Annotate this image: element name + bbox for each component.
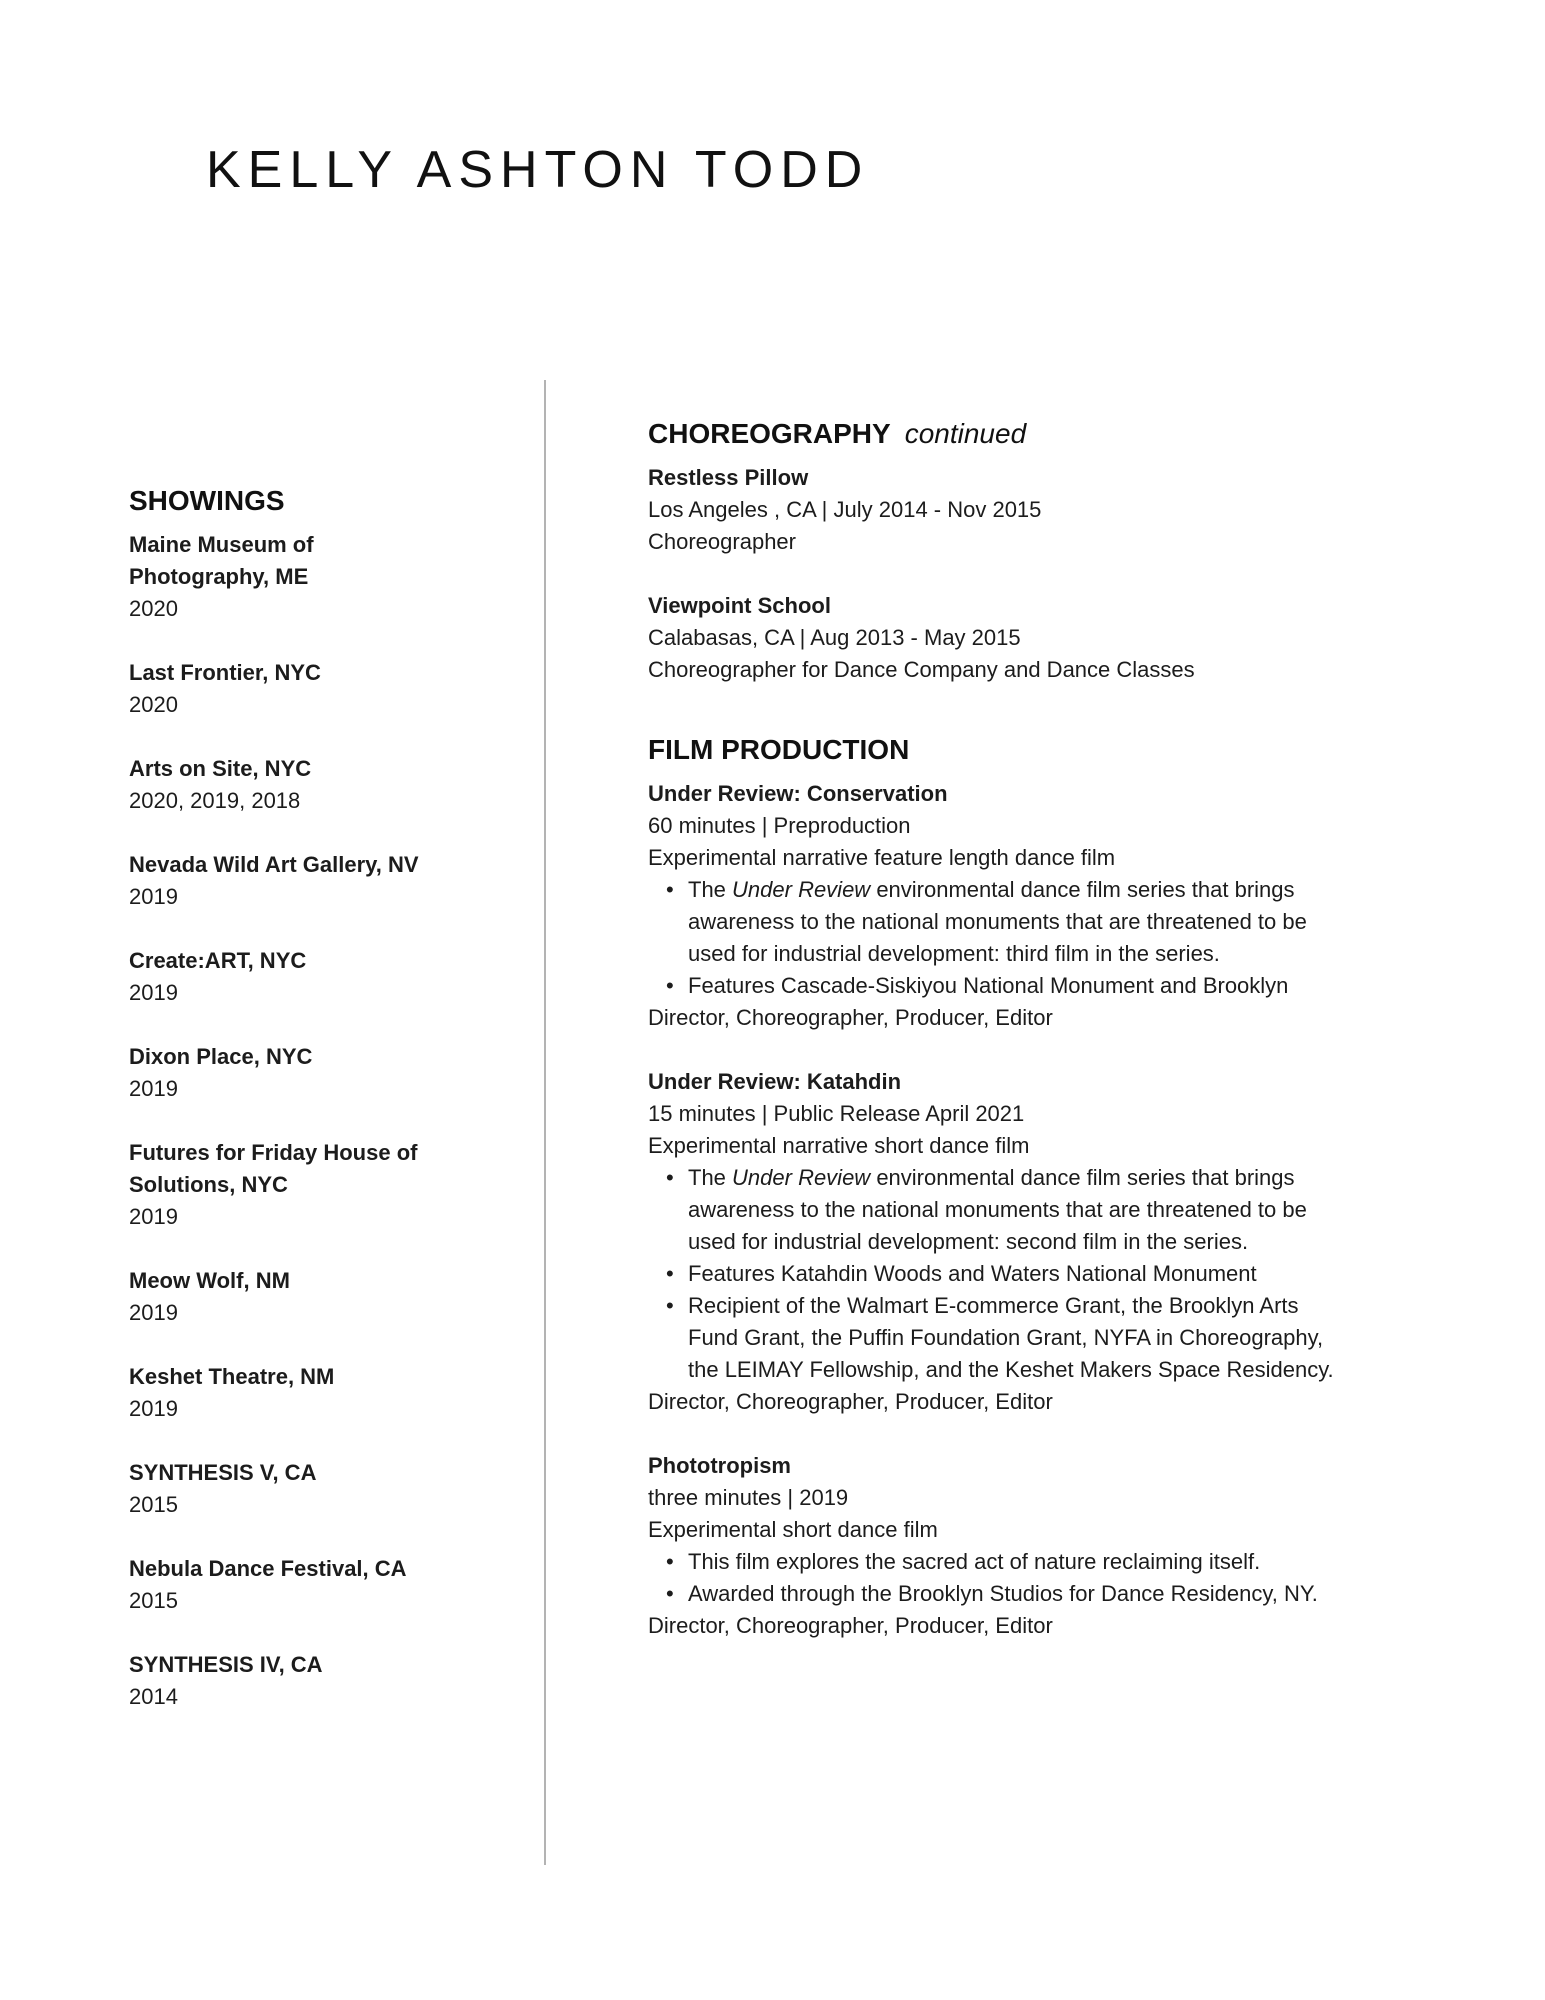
film-details: three minutes | 2019	[648, 1485, 849, 1510]
showing-venue: Arts on Site, NYC	[129, 756, 312, 781]
showing-entry	[129, 1457, 459, 1521]
showing-venue: Keshet Theatre, NM	[129, 1364, 335, 1389]
film-details: 60 minutes | Preproduction	[648, 813, 911, 838]
showing-entry	[129, 1553, 459, 1617]
showing-years: 2020, 2019, 2018	[129, 788, 301, 813]
film-bullet: • Awarded through the Brooklyn Studios for Dance Residency, NY.	[666, 1581, 1318, 1606]
choreography-title: CHOREOGRAPHY	[648, 418, 891, 449]
showing-years: 2014	[129, 1684, 178, 1709]
film-bullet: • Features Katahdin Woods and Waters National Monument	[666, 1261, 1257, 1286]
resume-name: KELLY ASHTON TODD	[206, 141, 870, 199]
showing-entry	[129, 1137, 459, 1233]
choreography-name: Viewpoint School	[648, 593, 831, 618]
showing-years: 2019	[129, 1076, 178, 1101]
film-details: 15 minutes | Public Release April 2021	[648, 1101, 1025, 1126]
showing-years: 2020	[129, 692, 178, 717]
showings-section	[129, 485, 459, 1745]
column-divider	[544, 380, 546, 1865]
film-bullet: • Recipient of the Walmart E-commerce Grant, the Brooklyn Arts Fund Grant, the Puffin Foundation Grant, NYFA in Choreography, the LEIMAY Fellowship, and the Keshet Makers Space Residency.	[666, 1293, 1334, 1382]
film-role: Director, Choreographer, Producer, Editor	[648, 1005, 1053, 1030]
film-bullet: • Features Cascade-Siskiyou National Monument and Brooklyn	[666, 973, 1289, 998]
showing-venue: Nebula Dance Festival, CA	[129, 1556, 407, 1581]
film-description: Experimental narrative feature length dance film	[648, 845, 1116, 870]
showing-years: 2019	[129, 1396, 178, 1421]
film-role: Director, Choreographer, Producer, Editor	[648, 1389, 1053, 1414]
showing-entry	[129, 1041, 459, 1105]
showing-entry	[129, 1649, 459, 1713]
film-bullets	[648, 874, 1348, 1002]
showing-years: 2015	[129, 1588, 178, 1613]
showing-venue: Nevada Wild Art Gallery, NV	[129, 852, 419, 877]
showing-entry	[129, 657, 459, 721]
film-entry	[648, 1450, 1348, 1642]
showing-venue: Dixon Place, NYC	[129, 1044, 313, 1069]
film-bullet: • The Under Review environmental dance film series that brings awareness to the national monuments that are threatened to be used for industrial development: second film in the series.	[666, 1165, 1307, 1254]
showing-entry	[129, 849, 459, 913]
film-bullets	[648, 1162, 1348, 1386]
film-name: Under Review: Conservation	[648, 781, 948, 806]
choreography-details: Calabasas, CA | Aug 2013 - May 2015	[648, 625, 1021, 650]
showings-heading: SHOWINGS	[129, 485, 285, 516]
choreography-role: Choreographer for Dance Company and Dance Classes	[648, 657, 1195, 682]
showing-entry	[129, 1361, 459, 1425]
showing-venue: Maine Museum of Photography, ME	[129, 532, 314, 589]
showing-years: 2019	[129, 1204, 178, 1229]
film-description: Experimental narrative short dance film	[648, 1133, 1030, 1158]
film-name: Phototropism	[648, 1453, 791, 1478]
film-bullets	[648, 1546, 1348, 1610]
choreography-name: Restless Pillow	[648, 465, 809, 490]
showing-years: 2019	[129, 980, 178, 1005]
film-role: Director, Choreographer, Producer, Editor	[648, 1613, 1053, 1638]
showing-years: 2019	[129, 1300, 178, 1325]
choreography-heading	[648, 418, 1348, 450]
film-description: Experimental short dance film	[648, 1517, 938, 1542]
showing-entry	[129, 529, 459, 625]
right-column	[648, 418, 1348, 1674]
showing-years: 2020	[129, 596, 178, 621]
choreography-details: Los Angeles , CA | July 2014 - Nov 2015	[648, 497, 1042, 522]
showing-years: 2019	[129, 884, 178, 909]
choreography-role: Choreographer	[648, 529, 796, 554]
choreography-entry	[648, 590, 1348, 686]
showing-venue: Last Frontier, NYC	[129, 660, 321, 685]
film-production-section	[648, 734, 1348, 1642]
film-entry	[648, 778, 1348, 1034]
film-entry	[648, 1066, 1348, 1418]
showing-venue: Meow Wolf, NM	[129, 1268, 290, 1293]
showing-entry	[129, 1265, 459, 1329]
showing-entry	[129, 753, 459, 817]
film-name: Under Review: Katahdin	[648, 1069, 902, 1094]
film-bullet: • The Under Review environmental dance film series that brings awareness to the national monuments that are threatened to be used for industrial development: third film in the series.	[666, 877, 1307, 966]
showing-venue: Futures for Friday House of Solutions, NYC	[129, 1140, 418, 1197]
choreography-continued: continued	[904, 418, 1027, 449]
choreography-entry	[648, 462, 1348, 558]
showing-venue: SYNTHESIS IV, CA	[129, 1652, 323, 1677]
showing-venue: SYNTHESIS V, CA	[129, 1460, 317, 1485]
film-bullet: • This film explores the sacred act of nature reclaiming itself.	[666, 1549, 1261, 1574]
showing-years: 2015	[129, 1492, 178, 1517]
showing-venue: Create:ART, NYC	[129, 948, 307, 973]
film-production-heading: FILM PRODUCTION	[648, 734, 910, 765]
showing-entry	[129, 945, 459, 1009]
